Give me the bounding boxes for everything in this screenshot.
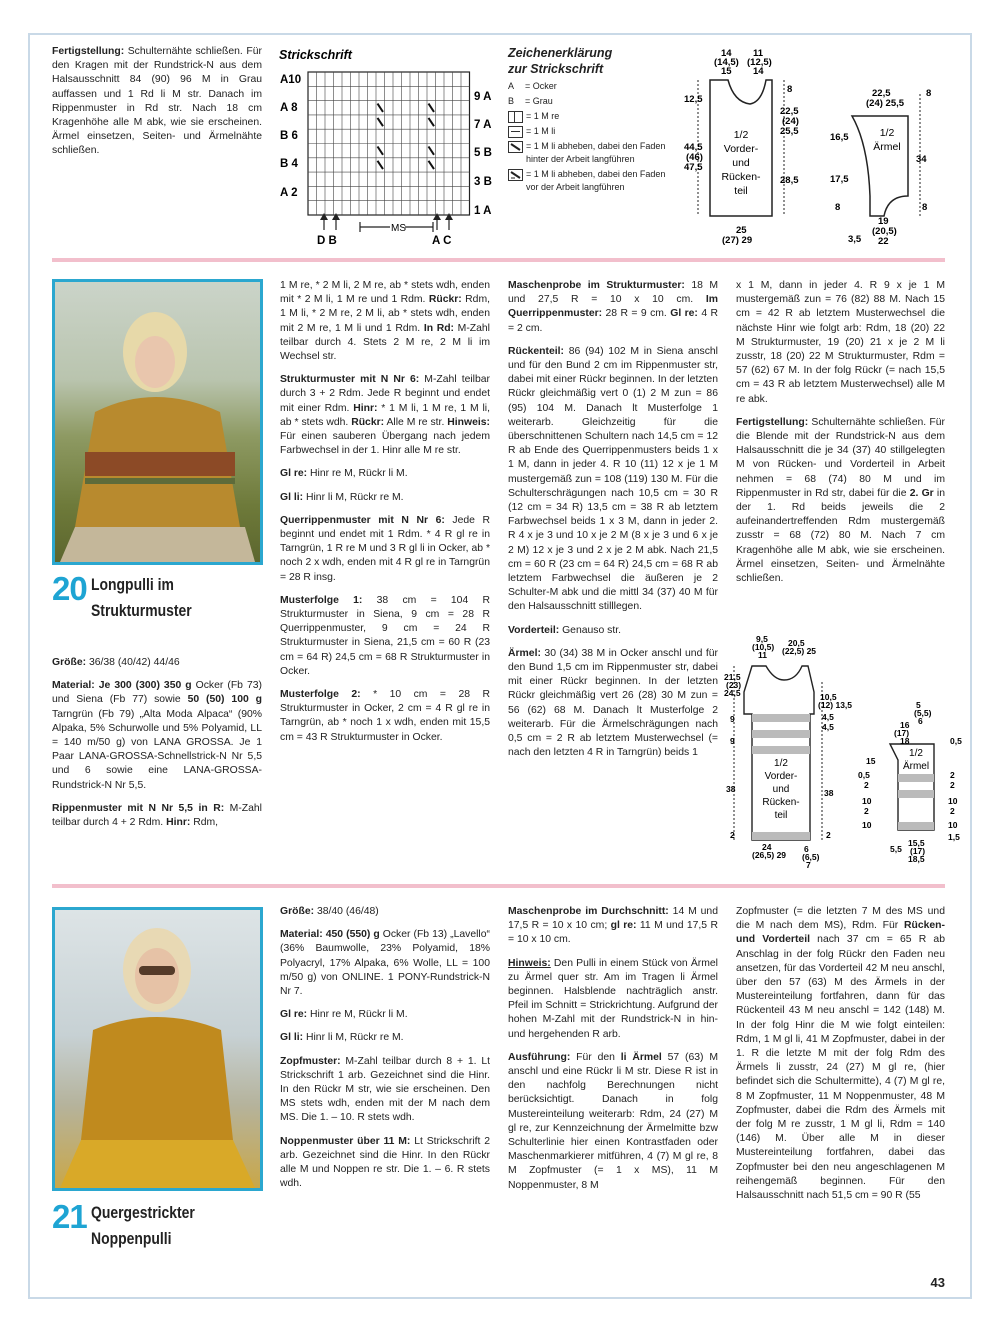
section-divider <box>52 258 945 262</box>
top-sleeve-schematic <box>820 44 950 249</box>
svg-text:2: 2 <box>950 770 955 780</box>
legend-item <box>508 125 678 138</box>
dim-label: 22,5 <box>780 106 799 117</box>
legend-item <box>508 168 678 194</box>
svg-text:9,5: 9,5 <box>756 634 768 644</box>
svg-text:9: 9 <box>730 714 735 724</box>
dim-label: (20,5) <box>872 226 897 237</box>
dim-label: (12,5) <box>747 57 772 68</box>
dim-label: 47,5 <box>684 162 703 173</box>
dim-label: 34 <box>916 154 927 165</box>
dim-label: 22 <box>878 236 889 247</box>
svg-text:21,5: 21,5 <box>724 672 741 682</box>
dim-label: 19 <box>878 216 889 227</box>
section-title-text: Longpulli im Strukturmuster <box>90 575 192 620</box>
legend-subtitle: zur Strickschrift <box>508 62 604 76</box>
legend-text: = 1 M re <box>526 111 560 121</box>
svg-text:Rücken-: Rücken- <box>762 797 800 808</box>
schematic-label: 1/2 <box>733 129 749 141</box>
dim-label: 11 <box>753 48 764 59</box>
svg-text:5,5: 5,5 <box>890 844 902 854</box>
schematic-label: Ärmel <box>873 141 901 153</box>
section20-col2: 1 M re, * 2 M li, 2 M re, ab * stets wdh, enden mit * 2 M li, 1 M re und 1 Rdm. Rückr: Rdm, 1 M li, * 2 M re, 2 M li, ab * stets wdh, enden mit 2 M re, 1 M li und 1 Rdm. In Rd: M-Zahl teilbar durch 4. Stets 2 M re, 2 M li im Wechsel str. Strukturmuster mit N Nr 6: M-Zahl teilbar durch 3 + 2 Rdm. Jede R beginnt und endet mit einer Rdm. Hinr: * 1 M li, 1 M re, 1 M li, ab * stets wdh. Rückr: Alle M re str. Hinweis: Für einen sauberen Übergang nach jedem Farbwechsel in der 1. Hinr alle M re str. Gl re: Hinr re M, Rückr li M. Gl li: Hinr li M, Rückr re M. Querrippenmuster mit N Nr 6: Jede R beginnt und endet mit 1 Rdm. * 4 R gl re in Tarngrün, 1 R re M und 3 R gl li in Ocker, ab * noch 2 x wdh, enden mit 4 R gl re in Tarngrün = 28 R insg. Musterfolge 1: 38 cm = 104 R Strukturmuster in Siena, 9 cm = 28 R Querrippenmuster, 9 cm = 24 R Strukturmuster in Siena, 21,5 cm = 60 R (23 cm = 64 R) 24,5 cm = 68 R Strukturmuster in Ocker. Musterfolge 2: * 10 cm = 28 R Strukturmuster in Ocker, 2 cm = 4 R gl re in Tarngrün, ab * noch 1 x wdh, enden mit 15,5 cm = 43 R Strukturmuster in Ocker. <box>280 280 491 743</box>
svg-text:10: 10 <box>948 796 958 806</box>
product-photo-20 <box>52 279 263 565</box>
svg-text:teil: teil <box>774 810 788 821</box>
slip-front-symbol-icon <box>508 169 523 181</box>
section20-sleeve-schematic <box>854 700 964 872</box>
section-number: 20 <box>52 570 87 607</box>
dim-label: 3,5 <box>848 234 862 245</box>
svg-text:6: 6 <box>804 844 809 854</box>
svg-text:4,5: 4,5 <box>822 712 834 722</box>
svg-text:20,5: 20,5 <box>788 638 805 648</box>
svg-text:2: 2 <box>864 780 869 790</box>
section21-col3: Maschenprobe im Durchschnitt: 14 M und 17,5 R = 10 x 10 cm; gl re: 11 M und 17,5 R = 10 x 10 cm. Hinweis: Den Pulli in einem Stück von Ärmel zu Ärmel quer str. Am im Tragen li Ärmel beginnen. Halsblende nachträglich anstr. Pfeil im Schnitt = Strickrichtung. Aufgrund der hohen M-Zahl mit der Rundstrick-N in hin- und hergehenden R arb. Ausführung: Für den li Ärmel 57 (63) M anschl und eine Rückr li M str. Diese R ist in den nachfolg Berechnungen nicht berücksichtigt. Danach in folg Mustereinteilung weiterarb: Rdm, 24 (27) M gl re, zur Kennzeichnung der Ärmelmitte bzw Schulterlinie hier einen Kontrastfaden oder Maschenmarkierer mitführen, 4 (7) M gl re, 8 M Zopfmuster (= 1 x MS), 11 M Noppenmuster, 8 M <box>508 906 718 1191</box>
legend-key: B <box>508 96 515 106</box>
svg-text:2: 2 <box>730 830 735 840</box>
chart-row-label: B 4 <box>280 158 298 170</box>
knitting-chart <box>275 44 505 249</box>
chart-grid <box>308 72 470 215</box>
product-photo-21 <box>52 907 263 1191</box>
svg-text:16: 16 <box>900 720 910 730</box>
legend-text: = 1 M li abheben, dabei den Faden hinter der Arbeit langführen <box>526 141 666 164</box>
chart-row-label: 9 A <box>474 91 492 103</box>
svg-text:2: 2 <box>950 780 955 790</box>
svg-text:(17): (17) <box>910 846 926 856</box>
chart-row-label: 1 A <box>474 205 492 217</box>
schematic-label: und <box>732 157 750 169</box>
section21-col2: Größe: 38/40 (46/48) Material: 450 (550) g Ocker (Fb 13) „Lavello“ (36% Baumwolle, 23% Polyamid, 18% Polyacryl, 17% Alpaka, 6% Wolle, LL = 100 m/50 g) von ONLINE. 1 PONY-Rundstrick-N Nr 7. Gl re: Hinr re M, Rückr li M. Gl li: Hinr li M, Rückr re M. Zopfmuster: M-Zahl teilbar durch 8 + 1. Lt Strickschrift 1 arb. Gezeichnet sind die Hinr. In den Rückr M str, wie sie erscheinen. Den MS stets wdh, enden mit der M nach dem MS. Die 1. – 10. R stets wdh. Noppenmuster über 11 M: Lt Strickschrift 2 arb. Gezeichnet sind die Hinr. In den Rückr alle M und Noppen re str. Die 1. – 6. R stets wdh. <box>280 906 490 1190</box>
finish-text: Schulternähte schließen. Für den Kragen mit der Rundstrick-N aus dem Halsausschnitt 84 (90) 96 M in Grau auffassen und 1 Rd li M str. Danach im Rippenmuster in Rd str. Nach 18 cm Kragenhöhe alle M abk, wie sie erscheinen. Ärmel einsetzen, Seiten- und Ärmelnähte schließen. <box>52 46 262 157</box>
legend-text: = Grau <box>525 96 553 106</box>
svg-text:18: 18 <box>900 736 910 746</box>
chart-slip-stitch <box>378 104 384 112</box>
chart-right-labels <box>474 91 492 217</box>
dim-label: 8 <box>922 202 928 213</box>
dim-label: 44,5 <box>684 142 703 153</box>
finish-heading: Fertigstellung: <box>52 46 125 57</box>
dim-label: (14,5) <box>714 57 739 68</box>
dim-label: 14 <box>753 66 764 77</box>
svg-text:1/2: 1/2 <box>774 758 788 769</box>
dim-label: 12,5 <box>684 94 703 105</box>
chart-slip-stitch <box>429 147 435 155</box>
svg-text:Vorder-: Vorder- <box>764 771 798 782</box>
chart-arrows <box>324 216 449 232</box>
chart-slip-stitch <box>429 118 435 126</box>
chart-row-label: A10 <box>280 74 302 86</box>
legend-item <box>508 95 678 108</box>
dim-label: 8 <box>926 88 932 99</box>
chart-row-label: 3 B <box>474 176 492 188</box>
svg-text:15,5: 15,5 <box>908 838 925 848</box>
legend-text: = Ocker <box>525 81 557 91</box>
svg-text:24: 24 <box>762 842 772 852</box>
section20-col4: x 1 M, dann in jeder 4. R 9 x je 1 M mustergemäß zun = 76 (82) 88 M. Nach 15 cm = 42 R ab letztem Musterwechsel die nächste Hinr wie folgt arb: Rdm, 18 (20) 22 M Strukturmuster, 19 (20) 21 x je 2 M li zusstr, 18 (20) 22 M Strukturmuster, Rdm = 57 (62) 67 M. In der folg Rückr (= nach 15,5 cm = 43 R ab letztem Musterwechsel) alle M re abk. Fertigstellung: Schulternähte schließen. Für die Blende mit der Rundstrick-N aus dem Halsausschnitt die je 34 (37) 40 stillgelegten M von Rücken- und Vorderteil in Arbeit nehmen = 68 (74) 80 M und im Rippenmuster in Rd str, dabei für die 2. Gr in der 1. Rd beids jeweils die 2 aufeinandertreffenden Rdm mustergemäß zusstr = 68 (72) 80 M. Nach 7 cm Kragenhöhe alle M abk, wie sie erscheinen. Ärmel einsetzen, Seiten- und Ärmelnähte schließen. <box>736 280 945 585</box>
dim-label: (27) 29 <box>722 235 753 246</box>
dim-label: 16,5 <box>830 132 849 143</box>
dim-label: (24) <box>782 116 799 127</box>
svg-text:15: 15 <box>866 756 876 766</box>
dim-label: 22,5 <box>872 88 891 99</box>
svg-text:(6,5): (6,5) <box>802 852 820 862</box>
svg-text:(12) 13,5: (12) 13,5 <box>818 700 853 710</box>
svg-text:11: 11 <box>758 650 767 660</box>
svg-text:(5,5): (5,5) <box>914 708 932 718</box>
schematic-label: Vorder- <box>723 143 759 155</box>
chart-slip-stitch <box>429 161 435 169</box>
svg-text:2: 2 <box>864 806 869 816</box>
top-body-schematic <box>680 44 810 249</box>
chart-row-label: 5 B <box>474 147 492 159</box>
legend-key: A <box>508 81 515 91</box>
section21-col4: Zopfmuster (= die letzten 7 M des MS und die M nach dem MS), Rdm. Für Rücken- und Vorderteil nach 37 cm = 65 R ab Anschlag in der folg Rückr den Faden neu ansetzen, für das Vorderteil 42 M neu anschl, über den 57 (63) M des Ärmels in der Mustereinteilung fortfahren, dann für das Rückenteil 43 M neu anschl = 142 (148) M. In der folg Hinr die M wie folgt einteilen: Rdm, 1 M gl li, 41 M Zopfmuster, dabei in der 1. R die letzte M mit der folg Rdm des Ärmels li zusstr, 24 (27) M gl re, (hier befindet sich die Schultermitte), 4 (7) M gl re, 8 M Zopfmuster, 11 M Noppenmuster, 48 M Zopfmuster, dabei die Rdm des Ärmels mit der folg M re zusstr, 1 M gl li, Rdm = 140 (146) M. Über alle M in dieser Mustereinteilung fortfahren, dabei das Zopfmuster bei den neu angeschlagenen M reihengemäß beginnen. Für den Halsausschnitt nach 51,5 cm = 90 R (55 <box>736 906 945 1202</box>
svg-text:7: 7 <box>806 860 811 870</box>
section-number: 21 <box>52 1198 87 1235</box>
svg-text:(17): (17) <box>894 728 910 738</box>
chart-row-label: A 2 <box>280 187 298 199</box>
legend-text: = 1 M li abheben, dabei den Faden vor der Arbeit langführen <box>526 169 666 192</box>
svg-text:0,5: 0,5 <box>858 770 870 780</box>
svg-text:24,5: 24,5 <box>724 688 741 698</box>
chart-bottom-left: D B <box>317 235 337 247</box>
dim-label: (24) 25,5 <box>866 98 905 109</box>
svg-text:10: 10 <box>948 820 958 830</box>
svg-text:1,5: 1,5 <box>948 832 960 842</box>
schematic-label: Rücken- <box>721 171 761 183</box>
svg-text:(26,5) 29: (26,5) 29 <box>752 850 787 860</box>
dim-label: 28,5 <box>780 175 799 186</box>
chart-slip-stitch <box>378 147 384 155</box>
svg-text:(22,5) 25: (22,5) 25 <box>782 646 817 656</box>
chart-legend <box>508 44 678 196</box>
chart-slip-stitch <box>429 104 435 112</box>
legend-item <box>508 140 678 166</box>
svg-text:2: 2 <box>826 830 831 840</box>
svg-text:(23): (23) <box>726 680 742 690</box>
chart-bottom-right: A C <box>432 235 452 247</box>
photo-illustration <box>55 282 260 562</box>
top-finish-paragraph <box>52 45 262 168</box>
section-divider <box>52 884 945 888</box>
chart-row-label: B 6 <box>280 130 298 142</box>
legend-text: = 1 M li <box>526 126 556 136</box>
dim-label: 15 <box>721 66 732 77</box>
dim-label: (46) <box>686 152 703 163</box>
svg-text:10: 10 <box>862 796 872 806</box>
chart-slip-stitch <box>378 161 384 169</box>
page-number: 43 <box>930 1275 945 1290</box>
section20-col1: Größe: 36/38 (40/42) 44/46 Material: Je 300 (300) 350 g Ocker (Fb 73) und Siena (Fb 77) sowie 50 (50) 100 g Tarngrün (Fb 79) „Alta Moda Alpaca“ (90% Alpaka, 5% Schurwolle und 5% Polyamid, LL = 140 m/50 g) von LANA GROSSA. Je 1 Paar LANA-GROSSA-Schnellstrick-N Nr 5,5 und 6 sowie eine LANA-GROSSA-Rundstrick-N Nr 5,5. Rippenmuster mit N Nr 5,5 in R: M-Zahl teilbar durch 4 + 2 Rdm. Hinr: Rdm, <box>52 657 262 829</box>
dim-label: 8 <box>835 202 841 213</box>
section20-col3: Maschenprobe im Strukturmuster: 18 M und 27,5 R = 10 x 10 cm. Im Querrippenmuster: 28 R = 9 cm. Gl re: 4 R = 2 cm. Rückenteil: 86 (94) 102 M in Siena anschl und für den Bund 2 cm im Rippenmuster str, dabei mit einer Rückr beginnen. In der letzten Rückr gleichmäßig vert 0 (1) 2 M zun = 86 (95) 104 M. Danach lt Musterfolge 1 weiterarb. Gleichzeitig für die überschnittenen Schultern nach 14,5 cm = 12 R ab Ende des Querrippenmusters beids 1 x 1 M, dann in jeder 4. R 10 (11) 12 x je 1 M mustergemäß zun = 108 (119) 130 M. Für die Schulterschrägungen nach 10,5 cm = 30 R (12 cm = 34 R) 13,5 cm = 38 R ab letztem Farbwechsel beids 1 x 3 M, dann in jeder 2. R 4 x je 3 und 10 x je 2 M (8 x je 3 und 6 x je 2 M) 12 x je 3 und 2 x je 2 M abk. Nach 21,5 cm = 60 R (23 cm = 64 R) 24,5 cm = 68 R ab letztem Farbwechsel die äußeren je 2 Schulter-M abk und die mittl 34 (37) 40 M für den Halsausschnitt stilllegen. Vorderteil: Genauso str. Ärmel: 30 (34) 38 M in Ocker anschl und für den Bund 1,5 cm im Rippenmuster str, dabei mit einer Rückr beginnen. In der letzten Rückr gleichmäßig vert 26 (28) 30 M zun = 56 (62) 68 M. Danach lt Musterfolge 2 weiterarb. Für die Ärmelschrägungen nach 0,5 cm = 2 R ab letztem Musterwechsel (= nach den letzten 4 R in Tarngrün) beids 1 <box>508 280 719 759</box>
svg-text:6: 6 <box>918 716 923 726</box>
chart-row-label: 7 A <box>474 119 492 131</box>
svg-text:10: 10 <box>862 820 872 830</box>
dim-label: 14 <box>721 48 732 59</box>
slip-back-symbol-icon <box>508 141 523 153</box>
svg-text:9: 9 <box>730 736 735 746</box>
chart-title: Strickschrift <box>279 48 352 62</box>
legend-item <box>508 110 678 123</box>
svg-text:0,5: 0,5 <box>950 736 962 746</box>
svg-text:5: 5 <box>916 700 921 710</box>
chart-left-labels <box>280 74 301 199</box>
svg-text:18,5: 18,5 <box>908 854 925 864</box>
knit-symbol-icon <box>508 111 523 123</box>
svg-text:Ärmel: Ärmel <box>902 761 930 772</box>
section-title-text: Quergestrickter Noppenpulli <box>90 1203 195 1248</box>
dim-label: 17,5 <box>830 174 849 185</box>
photo-illustration <box>55 910 260 1188</box>
dim-label: 25 <box>736 225 747 236</box>
dim-label: 25,5 <box>780 126 799 137</box>
section-title-20 <box>52 572 214 624</box>
legend-title: Zeichenerklärung <box>508 46 613 60</box>
svg-text:10,5: 10,5 <box>820 692 837 702</box>
section-title-21 <box>52 1200 217 1252</box>
svg-text:38: 38 <box>726 784 736 794</box>
chart-ms-label: MS <box>391 223 406 234</box>
svg-text:2: 2 <box>950 806 955 816</box>
svg-text:1/2: 1/2 <box>909 748 923 759</box>
chart-slip-stitch <box>378 118 384 126</box>
schematic-label: 1/2 <box>879 127 895 139</box>
svg-text:4,5: 4,5 <box>822 722 834 732</box>
svg-text:38: 38 <box>824 788 834 798</box>
section20-body-schematic <box>722 632 853 872</box>
svg-text:(10,5): (10,5) <box>752 642 775 652</box>
chart-arrowheads <box>320 213 453 220</box>
svg-text:und: und <box>772 784 790 795</box>
legend-item <box>508 80 678 93</box>
schematic-label: teil <box>734 185 748 197</box>
purl-symbol-icon <box>508 126 523 138</box>
dim-label: 8 <box>787 84 793 95</box>
chart-row-label: A 8 <box>280 102 298 114</box>
